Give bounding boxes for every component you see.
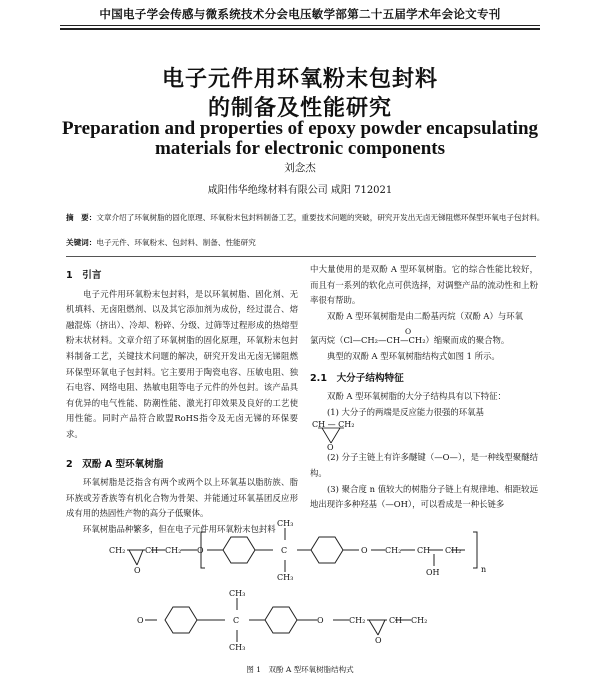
fig-ch-b: CH: [417, 546, 431, 555]
fig-ch3-d: CH₃: [229, 643, 246, 652]
epoxy-group-sketch: [310, 420, 538, 453]
figure-caption: 图 1 双酚 A 型环氧树脂结构式: [246, 665, 354, 674]
formula-o-line: O: [405, 327, 412, 337]
section-2-1-title: 2.1 大分子结构特征: [310, 372, 404, 384]
section-2-paragraph-2: 环氧树脂品种繁多，但在电子元件用环氧粉末包封料: [83, 523, 276, 534]
epoxy-group-label: CH — CH₂: [312, 420, 355, 430]
fig-ch3-c: CH₃: [229, 589, 246, 598]
fig-c-b: C: [233, 616, 240, 625]
fig-o-c: O: [361, 546, 368, 555]
fig-o-a: O: [134, 566, 141, 575]
feature-item-3: (3) 聚合度 n 值较大的树脂分子链上有规律地、相距较远地出现许多种羟基（—OH），可以看成是一种长链多: [310, 483, 538, 510]
right-column: [310, 262, 538, 513]
title-en-line2: materials for electronic components: [154, 138, 446, 159]
author: 刘念杰: [284, 162, 316, 174]
abstract-rule: [66, 256, 536, 257]
fig-ch2-d: CH₂: [445, 546, 462, 555]
right-paragraph-5: 双酚 A 型环氧树脂的大分子结构具有以下特征：: [327, 391, 506, 402]
right-paragraph-1: 中大量使用的是双酚 A 型环氧树脂。它的综合性能比较好，而且有一系列的软化点可供选择，对调整产品的流动性和上粉率很有帮助。: [310, 264, 538, 306]
fig-o-d: O: [137, 616, 144, 625]
header-rule: [60, 25, 540, 26]
fig-ch-c: CH: [389, 616, 403, 625]
fig-ch2-a: CH₂: [109, 546, 126, 555]
feature-item-1: (1) 大分子的两端是反应能力很强的环氧基: [327, 406, 484, 417]
bisphenol-a-epoxy-structure: [105, 520, 495, 660]
right-paragraph-2: 双酚 A 型环氧树脂是由二酚基丙烷（双酚 A）与环氧: [327, 310, 523, 321]
keywords-text: 电子元件、环氧粉末、包封料、制备、性能研究: [96, 238, 256, 247]
header-rule-thick: [60, 28, 540, 30]
title-zh-line1: 电子元件用环氧粉末包封料: [161, 67, 438, 92]
left-column: [66, 262, 298, 538]
feature-item-2: (2) 分子主链上有许多醚键（—O—），是一种线型聚醚结构。: [310, 452, 538, 478]
keywords: [66, 236, 546, 249]
fig-ch3-a: CH₃: [277, 520, 294, 528]
fig-ch-a: CH: [145, 546, 159, 555]
abstract-label: 摘 要：: [66, 213, 97, 222]
section-1-title: 1 引言: [66, 270, 102, 281]
epoxy-o-label: O: [327, 443, 334, 453]
section-2-paragraph-1: 环氧树脂是泛指含有两个或两个以上环氧基以脂肪族、脂环族或芳香族等有机化合物为骨架、并能通过环氧基团反应形成有用的热固性产物的高分子低聚体。: [66, 477, 298, 519]
fig-ch2-e: CH₂: [349, 616, 366, 625]
fig-oh: OH: [426, 568, 440, 577]
fig-ch2-f: CH₂: [411, 616, 428, 625]
fig-o-b: O: [197, 546, 204, 555]
abstract: [66, 211, 546, 224]
fig-o-f: O: [375, 636, 382, 645]
section-1-paragraph: 电子元件用环氧粉末包封料，是以环氧树脂、固化剂、无机填料、无卤阻燃剂、以及其它添加剂为成份，经过混合、熔融混炼（挤出）、冷却、粉碎、分级、过筛等过程形成的热熔型粉末状材料。文章介绍了环氧树脂的固化原理，环氧粉末包封料制备工艺，关键技术问题的解决，研究开发出无卤无锑阻燃环保型环氧电子包封料。它主要用于陶瓷电容、压敏电阻、独石电容、网络电阻、热敏电阻等电子元件的外包封。该产品具有优异的电气性能、防潮性能、激光打印效果及良好的工艺使用性能。同时产品符合欧盟RoHS指令及无卤无锑的环保要求。: [66, 288, 298, 439]
fig-ch3-b: CH₃: [277, 573, 294, 582]
right-paragraph-3: 氯丙烷（Cl—CH₂—CH—CH₂）缩聚而成的聚合物。: [310, 335, 510, 346]
fig-o-e: O: [317, 616, 324, 625]
abstract-text: 文章介绍了环氧树脂的固化原理、环氧粉末包封料制备工艺，重要技术问题的突破，研究开发出无卤无锑阻燃环保型环氧电子包封料。: [96, 213, 545, 222]
keywords-label: 关键词：: [66, 238, 97, 247]
affiliation: 咸阳伟华绝缘材料有限公司 咸阳 712021: [207, 185, 393, 196]
fig-n: n: [481, 565, 487, 574]
fig-ch2-c: CH₂: [385, 546, 402, 555]
title-en-line1: Preparation and properties of epoxy powder encapsulating: [61, 118, 539, 139]
right-paragraph-4: 典型的双酚 A 型环氧树脂结构式如图 1 所示。: [327, 350, 500, 361]
fig-ch2-b: CH₂: [165, 546, 182, 555]
journal-header: 中国电子学会传感与微系统技术分会电压敏学部第二十五届学术年会论文专刊: [99, 7, 501, 21]
fig-c-a: C: [281, 546, 288, 555]
title-zh-line2: 的制备及性能研究: [207, 96, 392, 121]
section-2-title: 2 双酚 A 型环氧树脂: [66, 458, 164, 470]
